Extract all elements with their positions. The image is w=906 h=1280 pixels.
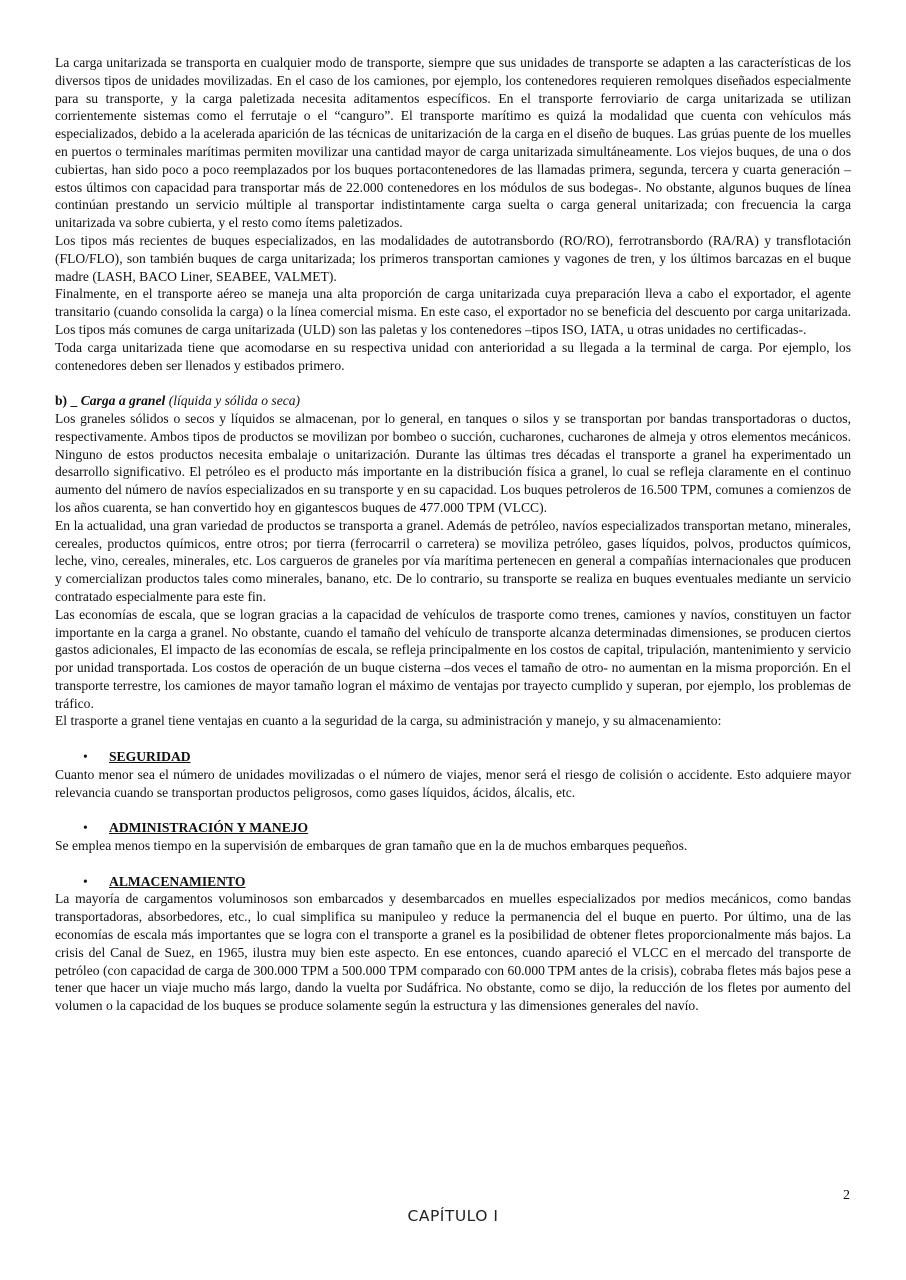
bullet-icon: •: [83, 820, 88, 836]
paragraph-granel-3: Las economías de escala, que se logran gracias a la capacidad de vehículos de trasporte como trenes, camiones y navíos, constituyen un factor importante en la carga a granel. No obstante, cuando el tamaño del vehículo de transporte alcanza determinadas dimensiones, se producen ciertos gastos adicionales, El impacto de las economías de escala, se refleja principalmente en los costos de capital, tripulación, mantenimiento y servicio por unidad transportada. Los costos de operación de un buque cisterna –dos veces el tamaño de otro- no aumentan en la misma proporción. En el transporte terrestre, los camiones de mayor tamaño logran el máximo de ventajas por trayecto cumplido y superan, por ejemplo, los problemas de tráfico.: [55, 606, 851, 711]
spacer: [55, 801, 851, 819]
bullet-text-almacenamiento: La mayoría de cargamentos voluminosos son embarcados y desembarcados en muelles especializados por medios mecánicos, como bandas transportadoras, absorbedores, etc., lo cual simplifica su manipuleo y reduce la permanencia del el buque en puerto. Por último, una de las economías de escala más importantes que se logra con el transporte a granel es la posibilidad de obtener fletes proporcionalmente más bajos. La crisis del Canal de Suez, en 1965, ilustra muy bien este aspecto. En ese entonces, cuando apareció el VLCC en el mercado del transporte de petróleo (con capacidad de carga de 300.000 TPM a 500.000 TPM comparado con 60.000 TPM antes de la crisis), cobraba fletes más bajos pese a tener que hacer un viaje mucho más largo, dando la vuelta por Sudáfrica. No obstante, como se dijo, la reducción de los fletes por aumento del volumen o la capacidad de los buques se produce solamente según la estructura y las dimensiones generales del navío.: [55, 891, 851, 1014]
bullet-label: ADMINISTRACIÓN Y MANEJO: [109, 820, 309, 836]
paragraph-granel-4: El trasporte a granel tiene ventajas en cuanto a la seguridad de la carga, su administración y manejo, y su almacenamiento:: [55, 713, 722, 729]
spacer: [55, 374, 851, 392]
paragraph-intro-1: La carga unitarizada se transporta en cualquier modo de transporte, siempre que sus unidades de transporte se adapten a las características de los diversos tipos de unidades movilizadas. En el caso de los camiones, por ejemplo, los contenedores requieren remolques diseñados especialmente para su transporte, y la carga paletizada necesita aditamentos específicos. En el transporte ferroviario de carga unitarizada se utilizan corrientemente sistemas como el ferrutaje o el “canguro”. El transporte marítimo es quizá la modalidad que cuenta con vehículos más especializados, debido a la acelerada aparición de las técnicas de unitarización de la carga en el diseño de buques. Las grúas puente de los muelles en puertos o terminales marítimas permiten movilizar una cantidad mayor de carga unitarizada simultáneamente. Los viejos buques, de una o dos cubiertas, han sido poco a poco reemplazados por los buques portacontenedores de las llamadas primera, segunda, tercera y cuarta generación –estos últimos con capacidad para transportar más de 22.000 contenedores en los módulos de sus bodegas-. No obstante, algunos buques de línea continúan prestando un servicio múltiple al transportar indistintamente carga suelta o carga general unitarizada; con frecuencia la carga unitarizada va sobre cubierta, y el resto como ítems paletizados.: [55, 55, 851, 231]
bullet-text-administracion: Se emplea menos tiempo en la supervisión de embarques de gran tamaño que en la de muchos embarques pequeños.: [55, 838, 688, 854]
section-b-title: Carga a granel: [80, 393, 166, 409]
bullet-text-seguridad: Cuanto menor sea el número de unidades movilizadas o el número de viajes, menor será el riesgo de colisión o accidente. Esto adquiere mayor relevancia cuando se transportan productos peligrosos, como gases líquidos, ácidos, álcalis, etc.: [55, 766, 851, 800]
paragraph-intro-4: Toda carga unitarizada tiene que acomodarse en su respectiva unidad con anterioridad a su llegada a la terminal de carga. Por ejemplo, los contenedores deben ser llenados y estibados primero.: [55, 339, 851, 373]
bullet-heading-seguridad: [55, 748, 851, 766]
bullet-label: SEGURIDAD: [109, 749, 191, 765]
page-number: 2: [843, 1188, 850, 1203]
bullet-heading-administracion: [55, 819, 851, 837]
paragraph-granel-2: En la actualidad, una gran variedad de productos se transporta a granel. Además de petróleo, navíos especializados transportan metano, minerales, cereales, productos químicos, entre otros; por tierra (ferrocarril o carretera) se moviliza petróleo, gases líquidos, polvos, productos químicos, leche, vino, cereales, minerales, etc. Los cargueros de graneles por vía marítima pertenecen en general a compañías internacionales que producen y comercializan productos tales como minerales, banano, etc. De lo contrario, su transporte se realiza en buques eventuales mediante un servicio contratado especialmente para este fin.: [55, 517, 851, 604]
paragraph-granel-1: Los graneles sólidos o secos y líquidos se almacenan, por lo general, en tanques o silos y se transportan por bandas transportadoras o ductos, respectivamente. Ambos tipos de productos se movilizan por bombeo o succión, cucharones, cucharones de almeja y otros elementos mecánicos. Ninguno de estos productos necesita embalaje o unitarización. Durante las últimas tres décadas el transporte a granel ha experimentado un desarrollo significativo. El petróleo es el producto más importante en la distribución física a granel, lo cual se refleja claramente en el continuo aumento del número de navíos especializados en su transporte y en su capacidad. Los buques petroleros de 16.500 TPM, comunes a comienzos de los años cuarenta, se han convertido hoy en gigantescos buques de 477.000 TPM (VLCC).: [55, 410, 851, 515]
section-b-prefix: b) _: [55, 393, 81, 409]
section-b-subtitle: (líquida y sólida o seca): [165, 393, 301, 409]
bullet-icon: •: [83, 749, 88, 765]
spacer: [55, 730, 851, 748]
document-body: [55, 54, 851, 1015]
bullet-heading-almacenamiento: [55, 873, 851, 891]
spacer: [55, 855, 851, 873]
bullet-icon: •: [83, 873, 88, 889]
section-b-heading: [55, 392, 851, 410]
paragraph-intro-2: Los tipos más recientes de buques especializados, en las modalidades de autotransbordo (RO/RO), ferrotransbordo (RA/RA) y transflotación (FLO/FLO), son también buques de carga unitarizada; los primeros transportan camiones y vagones de tren, y los últimos barcazas en el buque madre (LASH, BACO Liner, SEABEE, VALMET).: [55, 232, 851, 284]
chapter-footer: CAPÍTULO I: [407, 1207, 499, 1225]
bullet-label: ALMACENAMIENTO: [109, 873, 246, 889]
paragraph-intro-3: Finalmente, en el transporte aéreo se maneja una alta proporción de carga unitarizada cuya preparación lleva a cabo el exportador, el agente transitario (cuando consolida la carga) o la línea comercial misma. En este caso, el exportador no se beneficia del descuento por carga unitarizada. Los tipos más comunes de carga unitarizada (ULD) son las paletas y los contenedores –tipos ISO, IATA, u otras unidades no certificadas-.: [55, 286, 851, 337]
